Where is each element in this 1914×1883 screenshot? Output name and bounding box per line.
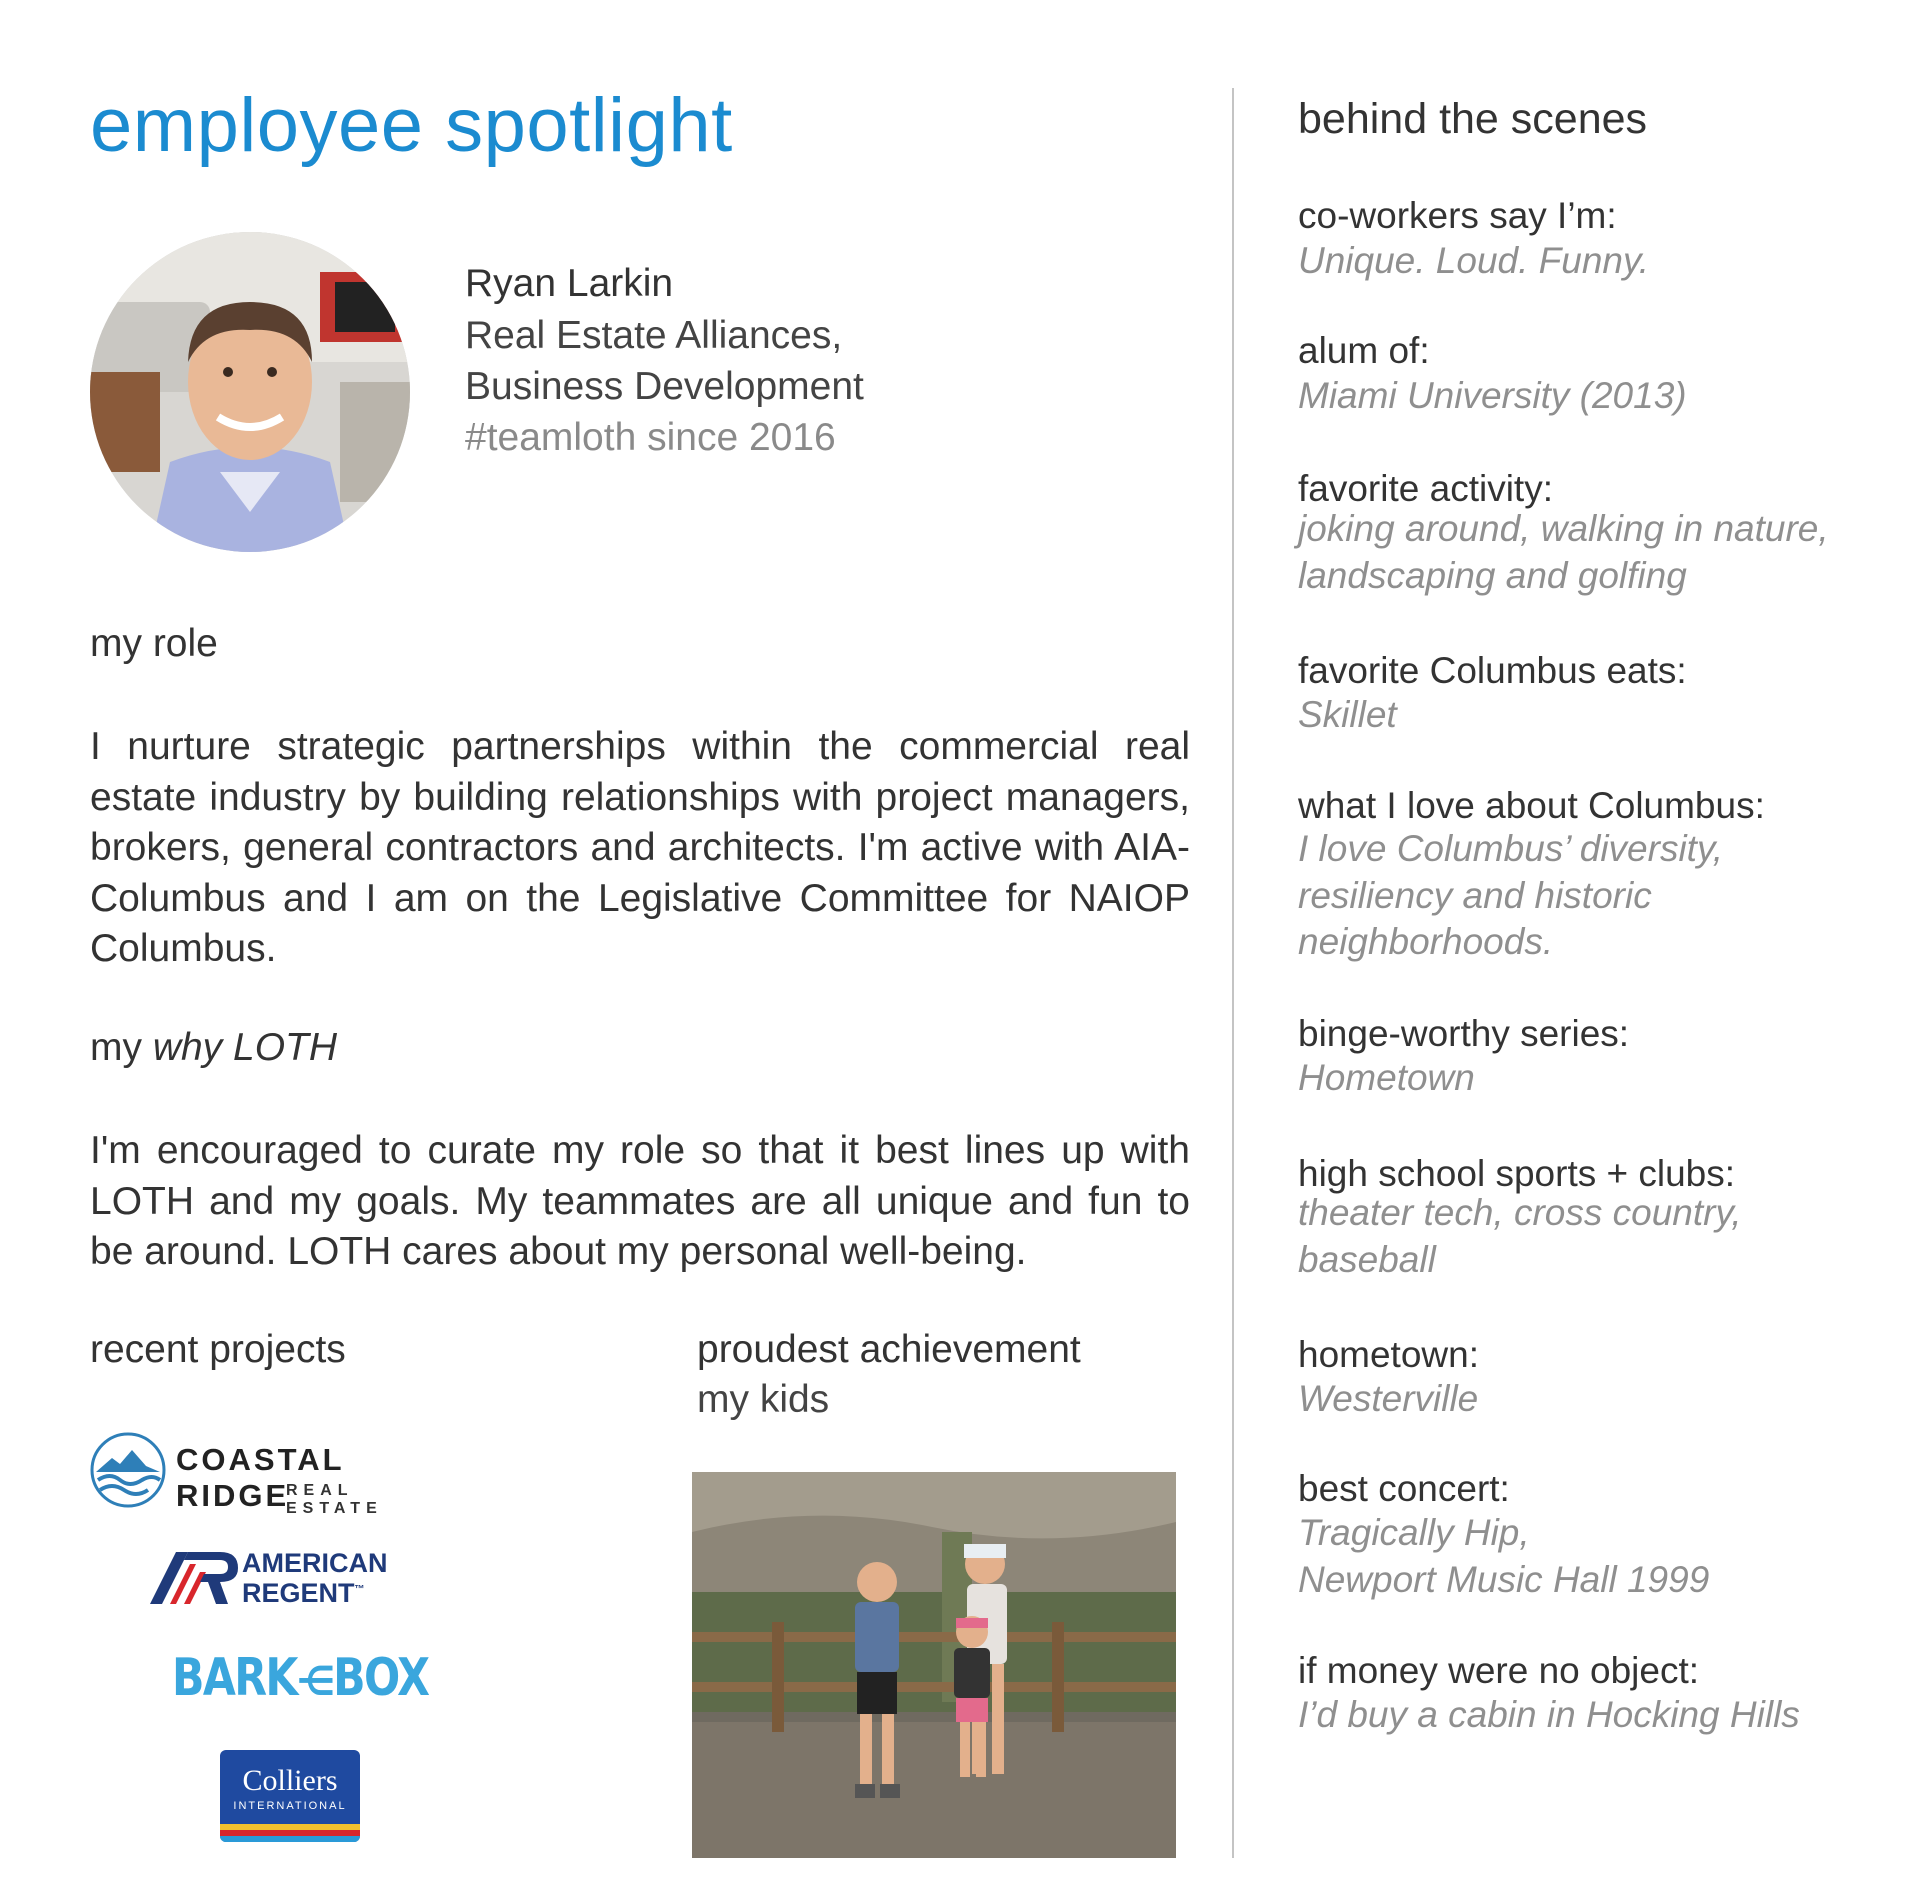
american-regent-mark-icon: [150, 1548, 240, 1606]
colliers-logo: [220, 1750, 360, 1842]
american-regent-line2: REGENT: [242, 1578, 355, 1608]
bts-answer: Skillet: [1298, 694, 1397, 735]
my-why-body: I'm encouraged to curate my role so that it best lines up with LOTH and my goals. My teammates are all unique and fun to be around. LOTH cares about my personal well-being.: [90, 1129, 1190, 1273]
my-role-body: I nurture strategic partnerships within the commercial real estate industry by building relationships with project managers, brokers, general contractors and architects. I'm active with AIA-Columbus and I am on the Legislative Committee for NAIOP Columbus.: [90, 725, 1190, 970]
page-title: employee spotlight: [90, 83, 733, 168]
proudest-value: my kids: [697, 1378, 830, 1421]
bts-question: hometown:: [1298, 1334, 1479, 1375]
barkbox-logo: [172, 1648, 429, 1708]
bts-question: best concert:: [1298, 1468, 1510, 1509]
bts-question: co-workers say I’m:: [1298, 195, 1617, 236]
team-since: #teamloth since 2016: [465, 416, 836, 459]
behind-the-scenes-title: behind the scenes: [1298, 95, 1648, 143]
my-why-heading: [90, 1026, 337, 1070]
bts-question: if money were no object:: [1298, 1650, 1700, 1691]
bts-question: favorite activity:: [1298, 468, 1553, 509]
employee-role-line1: Real Estate Alliances,: [465, 314, 843, 357]
bts-answer: I love Columbus’ diversity, resiliency and historic neighborhoods.: [1298, 828, 1723, 962]
coastal-ridge-sub: REAL ESTATE: [286, 1482, 383, 1517]
bts-answer: Tragically Hip, Newport Music Hall 1999: [1298, 1512, 1710, 1600]
coastal-ridge-logo: [90, 1430, 450, 1517]
employee-name: Ryan Larkin: [465, 262, 674, 305]
colliers-sub: INTERNATIONAL: [233, 1800, 347, 1812]
bts-answer: Miami University (2013): [1298, 375, 1687, 416]
proudest-heading: proudest achievement: [697, 1328, 1081, 1371]
profile-photo: [90, 232, 410, 552]
kids-photo: [692, 1472, 1176, 1858]
bts-answer: I’d buy a cabin in Hocking Hills: [1298, 1694, 1800, 1735]
bts-question: alum of:: [1298, 330, 1430, 371]
bts-answer: theater tech, cross country, baseball: [1298, 1192, 1742, 1280]
american-regent-logo: [150, 1548, 390, 1608]
recent-projects-heading: recent projects: [90, 1328, 346, 1371]
barkbox-text-right: BOX: [333, 1648, 429, 1708]
my-role-heading: my role: [90, 622, 218, 665]
bts-answer: joking around, walking in nature, landscaping and golfing: [1298, 508, 1829, 596]
bts-question: high school sports + clubs:: [1298, 1153, 1736, 1194]
american-regent-line1: AMERICAN: [242, 1548, 388, 1578]
american-regent-tm: ™: [354, 1584, 365, 1595]
barkbox-text-left: BARK: [172, 1648, 297, 1708]
bts-answer: Hometown: [1298, 1057, 1475, 1098]
colliers-name: Colliers: [242, 1764, 338, 1797]
my-why-heading-italic: why LOTH: [152, 1026, 338, 1069]
my-why-heading-plain: my: [90, 1026, 153, 1069]
employee-role-line2: Business Development: [465, 365, 864, 408]
bts-answer: Westerville: [1298, 1378, 1479, 1419]
american-regent-line2-wrap: [242, 1576, 365, 1607]
coastal-ridge-name: COASTAL RIDGE: [176, 1442, 344, 1513]
bts-question: favorite Columbus eats:: [1298, 650, 1687, 691]
coastal-ridge-emblem-icon: [90, 1432, 166, 1508]
bts-question: what I love about Columbus:: [1298, 785, 1765, 826]
bts-answer: Unique. Loud. Funny.: [1298, 240, 1650, 281]
barkbox-bone-icon: ⋲: [296, 1659, 334, 1705]
column-divider: [1232, 88, 1234, 1858]
bts-question: binge-worthy series:: [1298, 1013, 1630, 1054]
